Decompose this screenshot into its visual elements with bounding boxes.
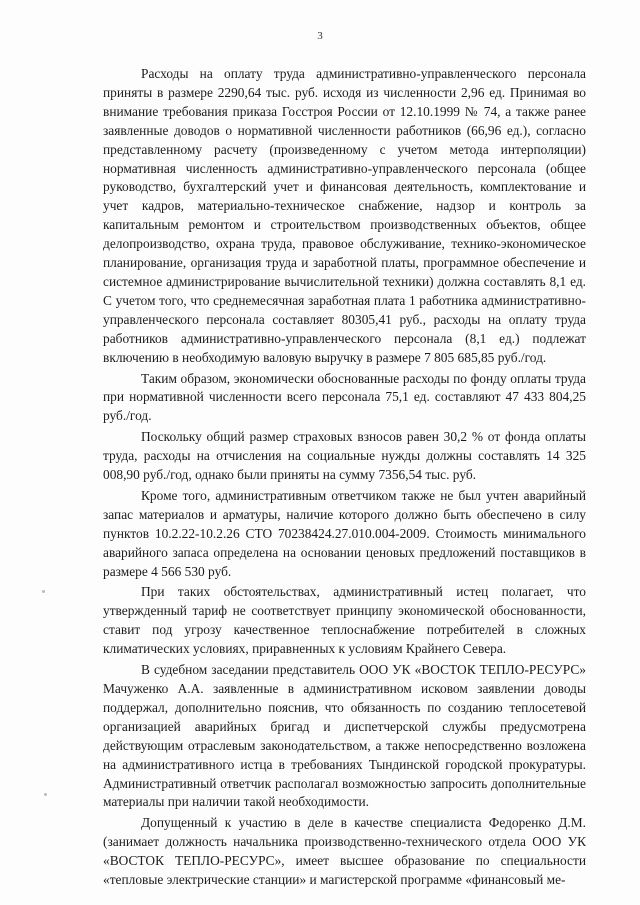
document-body — [103, 65, 586, 892]
paragraph-labor-costs: Расходы на оплату труда административно-управленческого персонала приняты в размере 2290,64 тыс. руб. исходя из численности 2,96 ед. Принимая во внимание требования приказа Госстроя России от 12.10.1999 № 74, а также ранее заявленные доводов о нормативной численности работников (66,96 ед.), согласно представленному расчету (произведенному с учетом метода интерполяции) нормативная численность административно-управленческого персонала (общее руководство, бухгалтерский учет и финансовая деятельность, комплектование и учет кадров, материально-техническое снабжение, надзор и контроль за капитальным ремонтом и строительством производственных объектов, общее делопроизводство, охрана труда, правовое обслуживание, технико-экономическое планирование, организация труда и заработной платы, программное обеспечение и системное администрирование вычислительной техники) должна составлять 8,1 ед. С учетом того, что среднемесячная заработная плата 1 работника административно-управленческого персонала составляет 80305,41 руб., расходы на оплату труда работников административно-управленческого персонала (8,1 ед.) подлежат включению в необходимую валовую выручку в размере 7 805 685,85 руб./год. — [103, 66, 586, 365]
paragraph-emergency-stock: Кроме того, административным ответчиком также не был учтен аварийный запас материалов и арматуры, наличие которого должно быть обеспечено в силу пунктов 10.2.22-10.2.26 СТО 70238424.27.010.004-2009. Стоимость минимального аварийного запаса определена на основании ценовых предложений поставщиков в размере 4 566 530 руб. — [103, 487, 586, 579]
page-number: 3 — [317, 30, 323, 42]
paragraph-insurance: Поскольку общий размер страховых взносов равен 30,2 % от фонда оплаты труда, расходы на отчисления на социальные нужды должны составлять 14 325 008,90 руб./год, однако были приняты на сумму 7356,54 тыс. руб. — [103, 429, 586, 483]
scan-speck — [42, 590, 45, 593]
paragraph-payroll-fund: Таким образом, экономически обоснованные расходы по фонду оплаты труда при нормативной численности всего персонала 75,1 ед. составляют 47 433 804,25 руб./год. — [103, 370, 586, 424]
paragraph-specialist: Допущенный к участию в деле в качестве специалиста Федоренко Д.М. (занимает должность начальника производственно-технического отдела ООО УК «ВОСТОК ТЕПЛО-РЕСУРС», имеет высшее образование по специальности «тепловые электрические станции» и магистерской программе «финансовый ме- — [103, 815, 586, 888]
paragraph-tariff-claim: При таких обстоятельствах, административный истец полагает, что утвержденный тариф не соответствует принципу экономической обоснованности, ставит под угрозу качественное теплоснабжение потребителей в сложных климатических условиях, приравненных к условиям Крайнего Севера. — [103, 584, 586, 657]
scan-speck — [44, 793, 47, 796]
paragraph-court-hearing: В судебном заседании представитель ООО УК «ВОСТОК ТЕПЛО-РЕСУРС» Мачуженко А.А. заявленные в административном исковом заявлении доводы поддержал, дополнительно пояснив, что обязанность по созданию теплосетевой организацией аварийных бригад и диспетчерской службы предусмотрена действующим отраслевым законодательством, а также непосредственно возложена на административного истца в требованиях Тындинской городской прокуратуры. Административный ответчик располагал возможностью запросить дополнительные материалы при наличии такой необходимости. — [103, 662, 586, 810]
